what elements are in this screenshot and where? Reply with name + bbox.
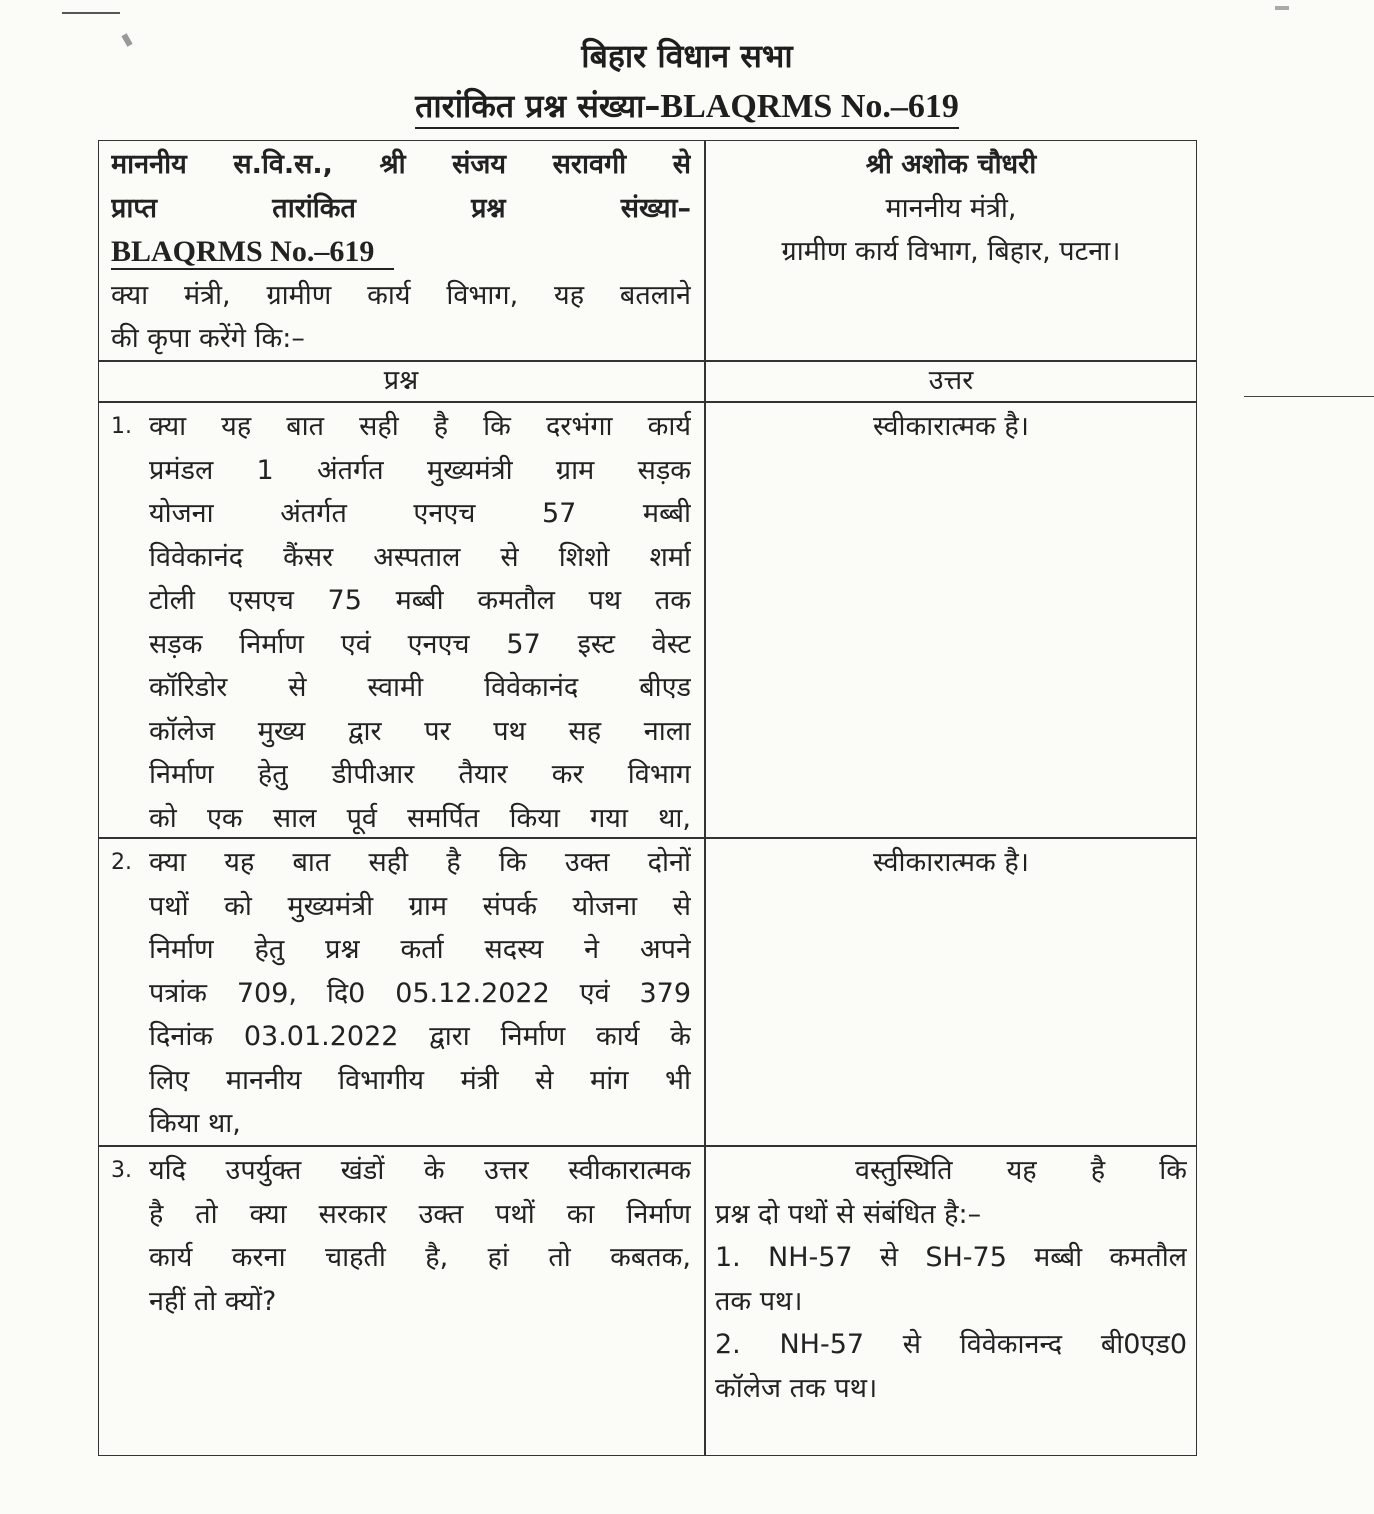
minister-block (715, 143, 1187, 274)
intro-left (111, 143, 691, 361)
question-answer-table (98, 140, 1197, 1456)
scan-artifact (62, 12, 120, 14)
column-header-answer: उत्तर (928, 365, 974, 396)
column-divider (704, 141, 706, 1455)
row-divider (99, 401, 1196, 403)
question-number: 2. (111, 850, 132, 875)
intro-line: माननीय स.वि.स., श्री संजय सरावगी से (111, 149, 691, 180)
minister-name: श्री अशोक चौधरी (865, 149, 1037, 180)
document-subtitle (0, 84, 1374, 127)
answer-1: स्वीकारात्मक है। (873, 411, 1029, 442)
intro-line: क्या मंत्री, ग्रामीण कार्य विभाग, यह बतलाने (111, 279, 691, 311)
intro-code: BLAQRMS No.–619 (111, 235, 394, 270)
question-2 (111, 841, 691, 1143)
minister-dept: ग्रामीण कार्य विभाग, बिहार, पटना। (781, 236, 1121, 267)
scan-artifact (1244, 396, 1374, 397)
question-text: क्या यह बात सही है कि दरभंगा कार्य प्रमंडल 1 अंतर्गत मुख्यमंत्री ग्राम सड़क योजना अंतर्गत एनएच 57 मब्बी विवेकानंद कैंसर अस्पताल से शिशो शर्मा टोली एसएच 75 मब्बी कमतौल पथ तक सड़क निर्माण एवं एनएच 57 इस्ट वेस्ट कॉरिडोर से स्वामी विवेकानंद बीएड कॉलेज मुख्य द्वार पर पथ सह नाला निर्माण हेतु डीपीआर तैयार कर विभाग को एक साल पूर्व समर्पित किया गया था, (149, 411, 691, 834)
answer-2: स्वीकारात्मक है। (873, 847, 1029, 878)
column-header-question: प्रश्न (383, 365, 419, 396)
scan-artifact (1275, 6, 1289, 10)
question-3 (111, 1149, 691, 1449)
question-number: 3. (111, 1158, 132, 1183)
intro-line: प्राप्त तारांकित प्रश्न संख्या– (111, 192, 691, 224)
subtitle-prefix: तारांकित प्रश्न संख्या– (415, 87, 660, 129)
answer-3: वस्तुस्थिति यह है कि प्रश्न दो पथों से संबंधित है:– 1. NH-57 से SH-75 मब्बी कमतौल तक पथ। 2. NH-57 से विवेकानन्द बी0एड0 कॉलेज तक पथ। (715, 1155, 1187, 1404)
question-text: क्या यह बात सही है कि उक्त दोनों पथों को मुख्यमंत्री ग्राम संपर्क योजना से निर्माण हेतु प्रश्न कर्ता सदस्य ने अपने पत्रांक 709, दि0 05.12.2022 एवं 379 दिनांक 03.01.2022 द्वारा निर्माण कार्य के लिए माननीय विभागीय मंत्री से मांग भी किया था, (149, 847, 691, 1139)
question-number: 1. (111, 414, 132, 439)
question-1 (111, 405, 691, 835)
question-text: यदि उपर्युक्त खंडों के उत्तर स्वीकारात्मक है तो क्या सरकार उक्त पथों का निर्माण कार्य करना चाहती है, हां तो कबतक, नहीं तो क्यों? (149, 1155, 691, 1317)
intro-line: की कृपा करेंगे कि:– (111, 323, 305, 354)
minister-title: माननीय मंत्री, (885, 192, 1017, 224)
subtitle-code: BLAQRMS No.–619 (660, 88, 958, 129)
document-title: बिहार विधान सभा (581, 37, 793, 75)
